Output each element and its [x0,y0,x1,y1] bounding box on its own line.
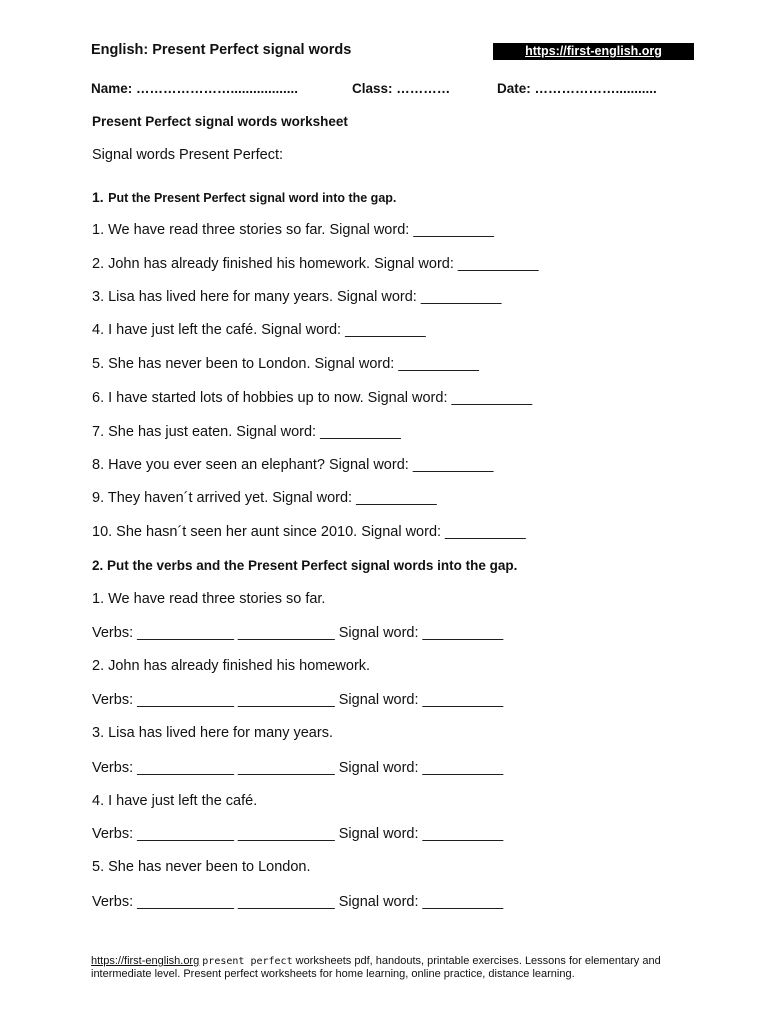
name-field: Name: ………………….................. [91,81,299,96]
footer-link[interactable]: https://first-english.org [91,955,200,967]
footer-mono-text: present perfect [202,956,293,967]
exercise-item: 5. She has never been to London. Signal word: __________ [92,356,479,372]
section1-number: 1. [92,189,104,205]
site-link[interactable]: https://first-english.org [493,43,694,60]
exercise-item: 1. We have read three stories so far. Signal word: __________ [92,222,494,238]
exercise-item: 9. They haven´t arrived yet. Signal word: __________ [92,490,437,506]
exercise-sentence: 1. We have read three stories so far. [92,591,326,607]
exercise-sentence: 4. I have just left the café. [92,793,258,809]
exercise-item: 4. I have just left the café. Signal word: __________ [92,322,426,338]
verbs-line: Verbs: ____________ ____________ Signal word: __________ [92,826,504,842]
verbs-line: Verbs: ____________ ____________ Signal word: __________ [92,625,504,641]
footer [91,955,691,981]
verbs-line: Verbs: ____________ ____________ Signal word: __________ [92,692,504,708]
class-field: Class: ………… [352,81,451,96]
exercise-item: 8. Have you ever seen an elephant? Signal word: __________ [92,457,494,473]
page-title: English: Present Perfect signal words [91,42,352,58]
signal-words-label: Signal words Present Perfect: [92,147,284,163]
verbs-line: Verbs: ____________ ____________ Signal word: __________ [92,760,504,776]
exercise-item: 6. I have started lots of hobbies up to now. Signal word: __________ [92,390,533,406]
footer-text: worksheets pdf, handouts, printable exercises. Lessons for elementary and intermediate level. Present perfect worksheets for home learning, online practice, distance learning. [91,955,661,980]
section2-heading: 2. Put the verbs and the Present Perfect signal words into the gap. [92,558,518,573]
exercise-item: 7. She has just eaten. Signal word: __________ [92,424,401,440]
section1-heading-text: Put the Present Perfect signal word into the gap. [108,191,397,205]
exercise-item: 2. John has already finished his homework. Signal word: __________ [92,256,539,272]
verbs-line: Verbs: ____________ ____________ Signal word: __________ [92,894,504,910]
exercise-item: 3. Lisa has lived here for many years. Signal word: __________ [92,289,502,305]
exercise-item: 10. She hasn´t seen her aunt since 2010. Signal word: __________ [92,524,526,540]
section1-heading [92,189,396,207]
exercise-sentence: 5. She has never been to London. [92,859,311,875]
date-field: Date: ………………........... [497,81,657,96]
worksheet-title: Present Perfect signal words worksheet [92,114,348,129]
exercise-sentence: 2. John has already finished his homework. [92,658,371,674]
exercise-sentence: 3. Lisa has lived here for many years. [92,725,333,741]
